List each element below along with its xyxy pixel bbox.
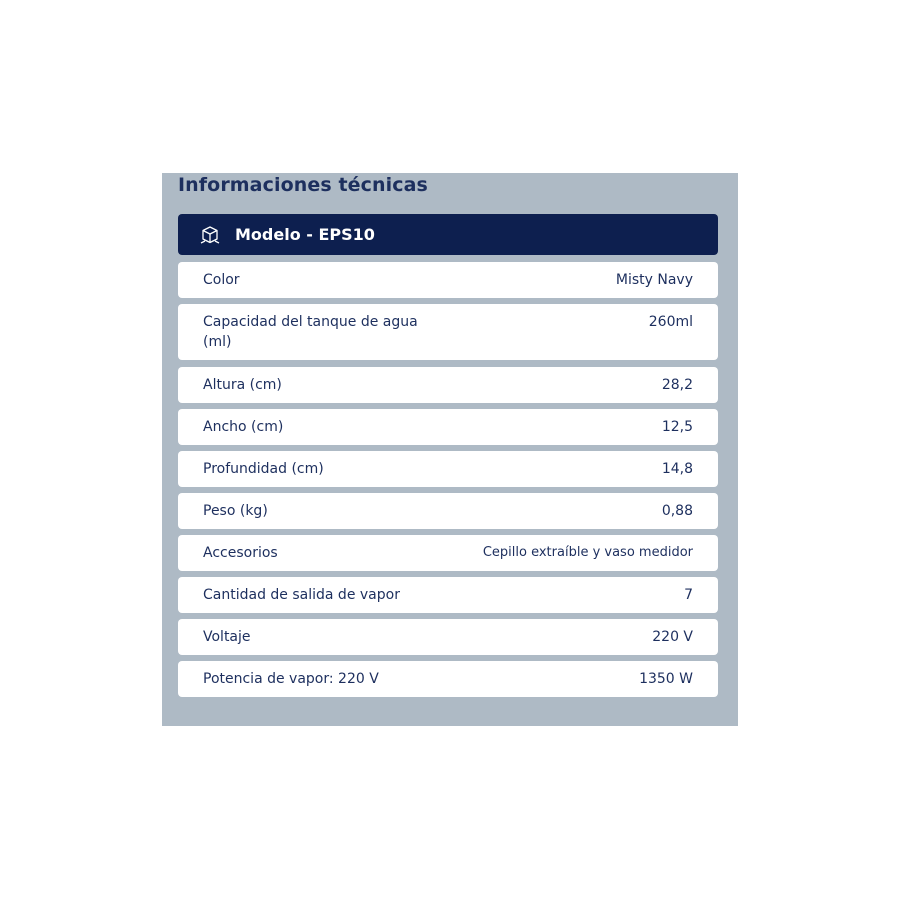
- technical-info-panel: [162, 173, 738, 726]
- spec-label: Altura (cm): [203, 377, 282, 393]
- spec-value: Cepillo extraíble y vaso medidor: [482, 545, 693, 560]
- spec-label: Potencia de vapor: 220 V: [203, 671, 379, 687]
- spec-row-tank-capacity: [178, 304, 718, 360]
- spec-label: Peso (kg): [203, 503, 268, 519]
- spec-row-color: [178, 262, 718, 298]
- spec-value: 7: [684, 587, 693, 603]
- spec-label: Capacidad del tanque de agua (ml): [203, 314, 418, 350]
- spec-value: 0,88: [661, 503, 693, 519]
- spec-value: 220 V: [652, 629, 693, 645]
- spec-row-steam-output: [178, 577, 718, 613]
- spec-value: 12,5: [661, 419, 693, 435]
- spec-row-weight: [178, 493, 718, 529]
- spec-row-height: [178, 367, 718, 403]
- model-label: Modelo - EPS10: [235, 225, 375, 244]
- spec-label: Cantidad de salida de vapor: [203, 587, 400, 603]
- model-header: [178, 214, 718, 255]
- spec-row-depth: [178, 451, 718, 487]
- section-title: Informaciones técnicas: [178, 174, 428, 196]
- spec-row-voltage: [178, 619, 718, 655]
- cube-icon: [199, 224, 221, 246]
- spec-label: Ancho (cm): [203, 419, 284, 435]
- spec-value: 260ml: [648, 314, 693, 330]
- spec-label: Profundidad (cm): [203, 461, 324, 477]
- spec-row-width: [178, 409, 718, 445]
- spec-value: 14,8: [661, 461, 693, 477]
- spec-row-accessories: [178, 535, 718, 571]
- spec-label: Voltaje: [203, 629, 251, 645]
- spec-value: 1350 W: [639, 671, 693, 687]
- spec-row-steam-power: [178, 661, 718, 697]
- spec-label: Accesorios: [203, 545, 278, 561]
- spec-value: 28,2: [661, 377, 693, 393]
- spec-value: Misty Navy: [615, 272, 693, 288]
- spec-label: Color: [203, 272, 240, 288]
